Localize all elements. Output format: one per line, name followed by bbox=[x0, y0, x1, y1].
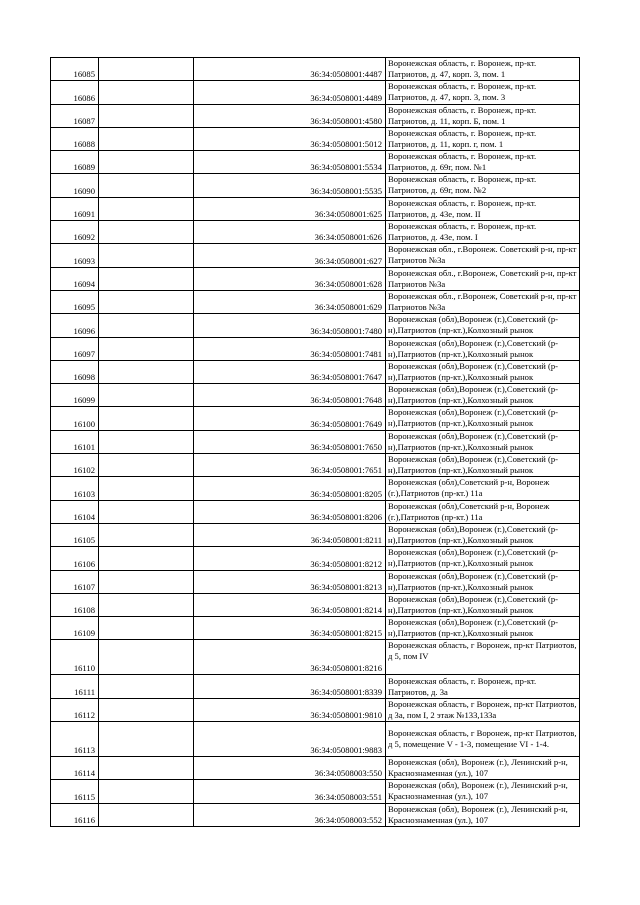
row-number: 16089 bbox=[51, 151, 99, 174]
address: Воронежская область, г Воронеж, пр-кт Патриотов, д 5, пом IV bbox=[386, 640, 580, 675]
address: Воронежская (обл),Воронеж (г.),Советский (р-н),Патриотов (пр-кт.),Колхозный рынок bbox=[386, 454, 580, 477]
row-number: 16092 bbox=[51, 221, 99, 244]
address: Воронежская (обл),Воронеж (г.),Советский (р-н),Патриотов (пр-кт.),Колхозный рынок bbox=[386, 314, 580, 337]
address: Воронежская область, г. Воронеж, пр-кт. Патриотов, д. 43е, пом. I bbox=[386, 221, 580, 244]
empty-cell bbox=[99, 127, 194, 150]
table-row bbox=[51, 500, 580, 523]
empty-cell bbox=[99, 675, 194, 698]
row-number: 16101 bbox=[51, 430, 99, 453]
table-row bbox=[51, 58, 580, 81]
row-number: 16088 bbox=[51, 127, 99, 150]
row-number: 16116 bbox=[51, 803, 99, 826]
empty-cell bbox=[99, 477, 194, 500]
empty-cell bbox=[99, 384, 194, 407]
cadastral-number: 36:34:0508001:5012 bbox=[194, 127, 386, 150]
address: Воронежская область, г Воронеж, пр-кт Патриотов, д 3а, пом I, 2 этаж №133,133а bbox=[386, 698, 580, 721]
empty-cell bbox=[99, 547, 194, 570]
address: Воронежская область, г. Воронеж, пр-кт. Патриотов, д. 43е, пом. II bbox=[386, 197, 580, 220]
address: Воронежская (обл),Воронеж (г.),Советский (р-н),Патриотов (пр-кт.),Колхозный рынок bbox=[386, 547, 580, 570]
cadastral-number: 36:34:0508003:552 bbox=[194, 803, 386, 826]
cadastral-number: 36:34:0508001:7648 bbox=[194, 384, 386, 407]
row-number: 16093 bbox=[51, 244, 99, 267]
row-number: 16098 bbox=[51, 360, 99, 383]
cadastral-number: 36:34:0508001:629 bbox=[194, 290, 386, 313]
row-number: 16100 bbox=[51, 407, 99, 430]
address: Воронежская (обл),Воронеж (г.),Советский (р-н),Патриотов (пр-кт.),Колхозный рынок bbox=[386, 384, 580, 407]
table-row bbox=[51, 757, 580, 780]
cadastral-number: 36:34:0508003:551 bbox=[194, 780, 386, 803]
row-number: 16095 bbox=[51, 290, 99, 313]
row-number: 16102 bbox=[51, 454, 99, 477]
cadastral-number: 36:34:0508001:7649 bbox=[194, 407, 386, 430]
row-number: 16099 bbox=[51, 384, 99, 407]
table-row bbox=[51, 151, 580, 174]
table-row bbox=[51, 803, 580, 826]
table-row bbox=[51, 698, 580, 721]
address: Воронежская обл., г.Воронеж, Советский р-н, пр-кт Патриотов №3а bbox=[386, 290, 580, 313]
table-row bbox=[51, 221, 580, 244]
cadastral-number: 36:34:0508001:7481 bbox=[194, 337, 386, 360]
address: Воронежская (обл),Воронеж (г.),Советский (р-н),Патриотов (пр-кт.),Колхозный рынок bbox=[386, 337, 580, 360]
table-row bbox=[51, 407, 580, 430]
cadastral-number: 36:34:0508001:8339 bbox=[194, 675, 386, 698]
cadastral-number: 36:34:0508001:4580 bbox=[194, 104, 386, 127]
row-number: 16109 bbox=[51, 617, 99, 640]
address: Воронежская область, г. Воронеж, пр-кт. Патриотов, д. 3а bbox=[386, 675, 580, 698]
empty-cell bbox=[99, 570, 194, 593]
row-number: 16106 bbox=[51, 547, 99, 570]
empty-cell bbox=[99, 698, 194, 721]
cadastral-number: 36:34:0508001:5535 bbox=[194, 174, 386, 197]
cadastral-number: 36:34:0508001:627 bbox=[194, 244, 386, 267]
empty-cell bbox=[99, 290, 194, 313]
empty-cell bbox=[99, 722, 194, 757]
address: Воронежская (обл),Воронеж (г.),Советский (р-н),Патриотов (пр-кт.),Колхозный рынок bbox=[386, 407, 580, 430]
cadastral-number: 36:34:0508001:628 bbox=[194, 267, 386, 290]
table-row bbox=[51, 384, 580, 407]
table-row bbox=[51, 722, 580, 757]
cadastral-number: 36:34:0508003:550 bbox=[194, 757, 386, 780]
address: Воронежская область, г. Воронеж, пр-кт. Патриотов, д. 11, корп. Б, пом. 1 bbox=[386, 104, 580, 127]
cadastral-table bbox=[50, 57, 580, 827]
empty-cell bbox=[99, 58, 194, 81]
row-number: 16090 bbox=[51, 174, 99, 197]
empty-cell bbox=[99, 151, 194, 174]
table-row bbox=[51, 197, 580, 220]
address: Воронежская (обл),Воронеж (г.),Советский (р-н),Патриотов (пр-кт.),Колхозный рынок bbox=[386, 617, 580, 640]
address: Воронежская (обл),Советский р-н, Воронеж (г.),Патриотов (пр-кт.) 11а bbox=[386, 500, 580, 523]
row-number: 16105 bbox=[51, 523, 99, 546]
address: Воронежская (обл),Воронеж (г.),Советский (р-н),Патриотов (пр-кт.),Колхозный рынок bbox=[386, 593, 580, 616]
empty-cell bbox=[99, 197, 194, 220]
address: Воронежская (обл), Воронеж (г.), Ленинский р-н, Краснознаменная (ул.), 107 bbox=[386, 780, 580, 803]
row-number: 16091 bbox=[51, 197, 99, 220]
table-row bbox=[51, 523, 580, 546]
table-row bbox=[51, 454, 580, 477]
cadastral-number: 36:34:0508001:4489 bbox=[194, 81, 386, 104]
address: Воронежская область, г. Воронеж, пр-кт. Патриотов, д. 69г, пом. №1 bbox=[386, 151, 580, 174]
cadastral-number: 36:34:0508001:5534 bbox=[194, 151, 386, 174]
address: Воронежская (обл),Воронеж (г.),Советский (р-н),Патриотов (пр-кт.),Колхозный рынок bbox=[386, 430, 580, 453]
cadastral-number: 36:34:0508001:8215 bbox=[194, 617, 386, 640]
table-row bbox=[51, 290, 580, 313]
empty-cell bbox=[99, 617, 194, 640]
cadastral-number: 36:34:0508001:7647 bbox=[194, 360, 386, 383]
empty-cell bbox=[99, 430, 194, 453]
empty-cell bbox=[99, 267, 194, 290]
address: Воронежская область, г. Воронеж, пр-кт. Патриотов, д. 69г, пом. №2 bbox=[386, 174, 580, 197]
empty-cell bbox=[99, 221, 194, 244]
row-number: 16085 bbox=[51, 58, 99, 81]
row-number: 16108 bbox=[51, 593, 99, 616]
row-number: 16103 bbox=[51, 477, 99, 500]
empty-cell bbox=[99, 314, 194, 337]
row-number: 16112 bbox=[51, 698, 99, 721]
address: Воронежская обл., г.Воронеж, Советский р-н, пр-кт Патриотов №3а bbox=[386, 267, 580, 290]
table-row bbox=[51, 81, 580, 104]
address: Воронежская область, г. Воронеж, пр-кт. Патриотов, д. 47, корп. 3, пом. 3 bbox=[386, 81, 580, 104]
empty-cell bbox=[99, 803, 194, 826]
cadastral-number: 36:34:0508001:626 bbox=[194, 221, 386, 244]
cadastral-number: 36:34:0508001:9883 bbox=[194, 722, 386, 757]
empty-cell bbox=[99, 81, 194, 104]
cadastral-number: 36:34:0508001:8213 bbox=[194, 570, 386, 593]
row-number: 16086 bbox=[51, 81, 99, 104]
row-number: 16104 bbox=[51, 500, 99, 523]
address: Воронежская (обл),Воронеж (г.),Советский (р-н),Патриотов (пр-кт.),Колхозный рынок bbox=[386, 570, 580, 593]
table-row bbox=[51, 267, 580, 290]
cadastral-number: 36:34:0508001:8205 bbox=[194, 477, 386, 500]
empty-cell bbox=[99, 104, 194, 127]
empty-cell bbox=[99, 757, 194, 780]
empty-cell bbox=[99, 640, 194, 675]
cadastral-number: 36:34:0508001:7651 bbox=[194, 454, 386, 477]
table-row bbox=[51, 570, 580, 593]
address: Воронежская (обл), Воронеж (г.), Ленинский р-н, Краснознаменная (ул.), 107 bbox=[386, 757, 580, 780]
empty-cell bbox=[99, 780, 194, 803]
address: Воронежская область, г. Воронеж, пр-кт. Патриотов, д. 11, корп. г, пом. 1 bbox=[386, 127, 580, 150]
table-row bbox=[51, 675, 580, 698]
table-row bbox=[51, 477, 580, 500]
table-row bbox=[51, 780, 580, 803]
address: Воронежская (обл),Воронеж (г.),Советский (р-н),Патриотов (пр-кт.),Колхозный рынок bbox=[386, 523, 580, 546]
table-row bbox=[51, 360, 580, 383]
row-number: 16097 bbox=[51, 337, 99, 360]
address: Воронежская область, г. Воронеж, пр-кт. Патриотов, д. 47, корп. 3, пом. 1 bbox=[386, 58, 580, 81]
empty-cell bbox=[99, 407, 194, 430]
table-row bbox=[51, 314, 580, 337]
table-row bbox=[51, 593, 580, 616]
table-row bbox=[51, 174, 580, 197]
table-row bbox=[51, 244, 580, 267]
address: Воронежская область, г Воронеж, пр-кт Патриотов, д 5, помещение V - 1-3, помещение VI - 1-4. bbox=[386, 722, 580, 757]
cadastral-number: 36:34:0508001:625 bbox=[194, 197, 386, 220]
row-number: 16115 bbox=[51, 780, 99, 803]
table-row bbox=[51, 547, 580, 570]
row-number: 16111 bbox=[51, 675, 99, 698]
address: Воронежская (обл),Советский р-н, Воронеж (г.),Патриотов (пр-кт.) 11а bbox=[386, 477, 580, 500]
row-number: 16110 bbox=[51, 640, 99, 675]
table-row bbox=[51, 127, 580, 150]
table-row bbox=[51, 104, 580, 127]
table-row bbox=[51, 640, 580, 675]
row-number: 16087 bbox=[51, 104, 99, 127]
row-number: 16113 bbox=[51, 722, 99, 757]
address: Воронежская обл., г.Воронеж. Советский р-н, пр-кт Патриотов №3а bbox=[386, 244, 580, 267]
cadastral-number: 36:34:0508001:4487 bbox=[194, 58, 386, 81]
cadastral-number: 36:34:0508001:8216 bbox=[194, 640, 386, 675]
empty-cell bbox=[99, 174, 194, 197]
table-row bbox=[51, 337, 580, 360]
cadastral-number: 36:34:0508001:8212 bbox=[194, 547, 386, 570]
empty-cell bbox=[99, 500, 194, 523]
table-row bbox=[51, 430, 580, 453]
row-number: 16096 bbox=[51, 314, 99, 337]
empty-cell bbox=[99, 360, 194, 383]
table-body bbox=[51, 58, 580, 827]
cadastral-number: 36:34:0508001:8211 bbox=[194, 523, 386, 546]
empty-cell bbox=[99, 244, 194, 267]
cadastral-number: 36:34:0508001:7650 bbox=[194, 430, 386, 453]
cadastral-number: 36:34:0508001:9810 bbox=[194, 698, 386, 721]
address: Воронежская (обл), Воронеж (г.), Ленинский р-н, Краснознаменная (ул.), 107 bbox=[386, 803, 580, 826]
empty-cell bbox=[99, 454, 194, 477]
address: Воронежская (обл),Воронеж (г.),Советский (р-н),Патриотов (пр-кт.),Колхозный рынок bbox=[386, 360, 580, 383]
row-number: 16107 bbox=[51, 570, 99, 593]
row-number: 16094 bbox=[51, 267, 99, 290]
empty-cell bbox=[99, 337, 194, 360]
cadastral-number: 36:34:0508001:8214 bbox=[194, 593, 386, 616]
table-row bbox=[51, 617, 580, 640]
empty-cell bbox=[99, 593, 194, 616]
cadastral-number: 36:34:0508001:8206 bbox=[194, 500, 386, 523]
row-number: 16114 bbox=[51, 757, 99, 780]
cadastral-number: 36:34:0508001:7480 bbox=[194, 314, 386, 337]
empty-cell bbox=[99, 523, 194, 546]
